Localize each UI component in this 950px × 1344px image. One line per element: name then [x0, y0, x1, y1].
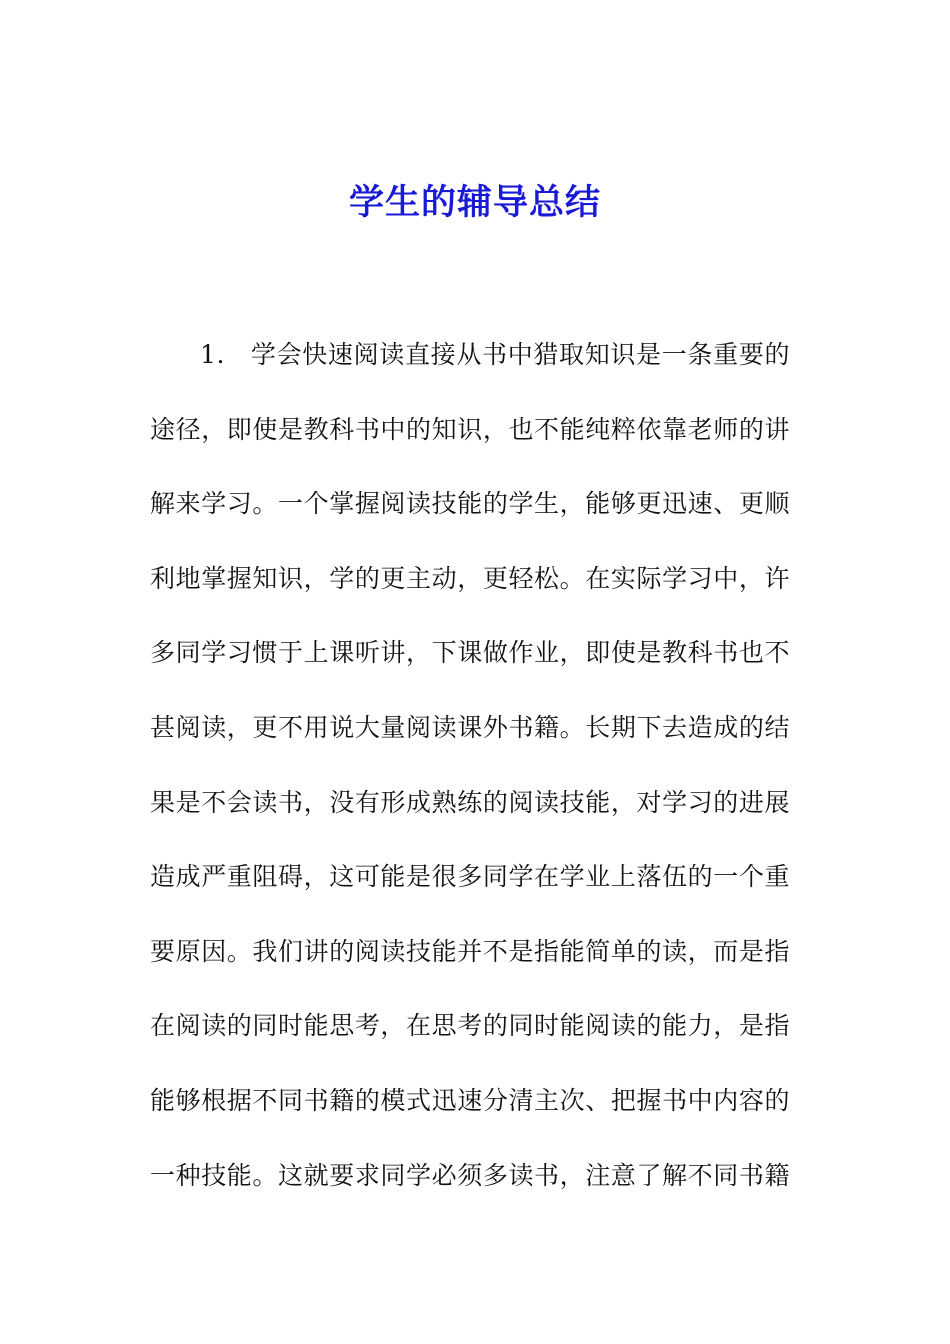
- paragraph-line: 果是不会读书，没有形成熟练的阅读技能，对学习的进展: [150, 787, 790, 817]
- body-paragraph: [150, 330, 790, 1225]
- paragraph-line: 要原因。我们讲的阅读技能并不是指能简单的读，而是指: [150, 936, 790, 966]
- paragraph-line: 途径，即使是教科书中的知识，也不能纯粹依靠老师的讲: [150, 414, 790, 444]
- paragraph-line: 解来学习。一个掌握阅读技能的学生，能够更迅速、更顺: [150, 489, 790, 519]
- paragraph-line: 多同学习惯于上课听讲，下课做作业，即使是教科书也不: [150, 638, 790, 668]
- paragraph-line: 造成严重阻碍，这可能是很多同学在学业上落伍的一个重: [150, 862, 790, 892]
- paragraph-line: 能够根据不同书籍的模式迅速分清主次、把握书中内容的: [150, 1085, 790, 1115]
- paragraph-line: 利地掌握知识，学的更主动，更轻松。在实际学习中，许: [150, 563, 790, 593]
- document-title: 学生的辅导总结: [348, 183, 601, 223]
- paragraph-line: 在阅读的同时能思考，在思考的同时能阅读的能力，是指: [150, 1011, 790, 1041]
- paragraph-line: 一种技能。这就要求同学必须多读书，注意了解不同书籍: [150, 1160, 790, 1190]
- paragraph-line: 甚阅读，更不用说大量阅读课外书籍。长期下去造成的结: [150, 712, 790, 742]
- paragraph-line: 1． 学会快速阅读直接从书中猎取知识是一条重要的: [200, 340, 790, 369]
